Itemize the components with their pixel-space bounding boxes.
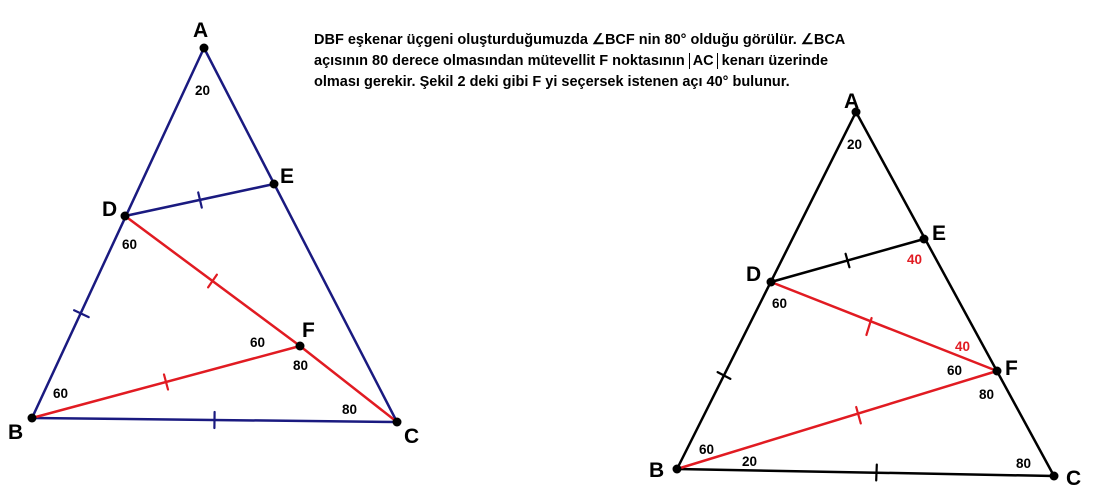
fig2-point-b [673,465,682,474]
fig1-label-e: E [280,165,295,188]
figure-2-vertices [673,108,1059,481]
fig1-angle-f-left: 60 [250,335,266,350]
figure-1-angle-labels [53,83,357,417]
figure-1-point-labels [8,19,419,448]
description-line-3: olması gerekir. Şekil 2 deki gibi F yi seçersek istenen açı 40° bulunur. [314,74,790,90]
fig2-label-f: F [1005,357,1018,380]
fig1-edge-ab [32,48,204,418]
fig2-point-e [920,235,929,244]
fig1-point-c [393,418,402,427]
fig1-label-d: D [102,198,118,221]
fig2-angle-b-right: 20 [742,454,758,469]
fig2-label-b: B [649,459,665,482]
fig1-tick-df [208,275,217,288]
fig2-angle-f-left: 60 [947,363,963,378]
figure-1-tick-marks [74,192,217,428]
fig1-label-b: B [8,421,24,444]
description-line-1: DBF eşkenar üçgeni oluşturduğumuzda ∠BCF nin 80° olduğu görülür. ∠BCA [314,32,846,48]
fig2-angle-f-bottom: 80 [979,387,995,402]
fig2-label-e: E [932,222,947,245]
fig2-angle-e: 40 [907,252,923,267]
fig2-edge-bc [677,469,1054,476]
figure-2-angle-labels [699,137,1031,471]
fig2-edge-ab [677,112,856,469]
fig2-angle-c: 80 [1016,456,1032,471]
fig1-label-a: A [193,19,209,42]
fig1-angle-d: 60 [122,237,138,252]
fig1-label-c: C [404,425,420,448]
fig2-point-f [993,367,1002,376]
figure-1-triangle [32,48,397,422]
description-line-2-start: açısının 80 derece olmasından mütevellit F noktasının [314,53,689,69]
fig1-point-e [270,180,279,189]
fig2-tick-bc [876,465,877,481]
fig1-angle-b: 60 [53,386,69,401]
description-line-2-end: kenarı üzerinde [717,53,829,69]
figure-2-triangle [677,112,1054,476]
fig2-edge-ac [856,112,1054,476]
fig2-segment-bf [677,371,997,469]
figure-1 [8,19,419,448]
fig2-segment-df [771,282,997,371]
fig1-label-f: F [302,319,315,342]
fig1-angle-a: 20 [195,83,211,98]
fig1-point-a [200,44,209,53]
fig2-point-c [1050,472,1059,481]
fig1-angle-c: 80 [342,402,358,417]
fig2-point-d [767,278,776,287]
fig2-angle-a: 20 [847,137,863,152]
segment-ac-notation: AC [689,53,718,69]
fig2-angle-b-top: 60 [699,442,715,457]
fig2-angle-d: 60 [772,296,788,311]
fig2-angle-f-top: 40 [955,339,971,354]
fig1-point-f [296,342,305,351]
fig2-label-d: D [746,263,762,286]
fig1-point-d [121,212,130,221]
figure-2 [649,90,1081,490]
fig2-label-c: C [1066,467,1082,490]
fig1-point-b [28,414,37,423]
fig2-label-a: A [844,90,860,113]
figure-2-point-labels [649,90,1081,490]
figure-2-tick-marks [718,254,877,481]
fig1-angle-f-bottom: 80 [293,358,309,373]
